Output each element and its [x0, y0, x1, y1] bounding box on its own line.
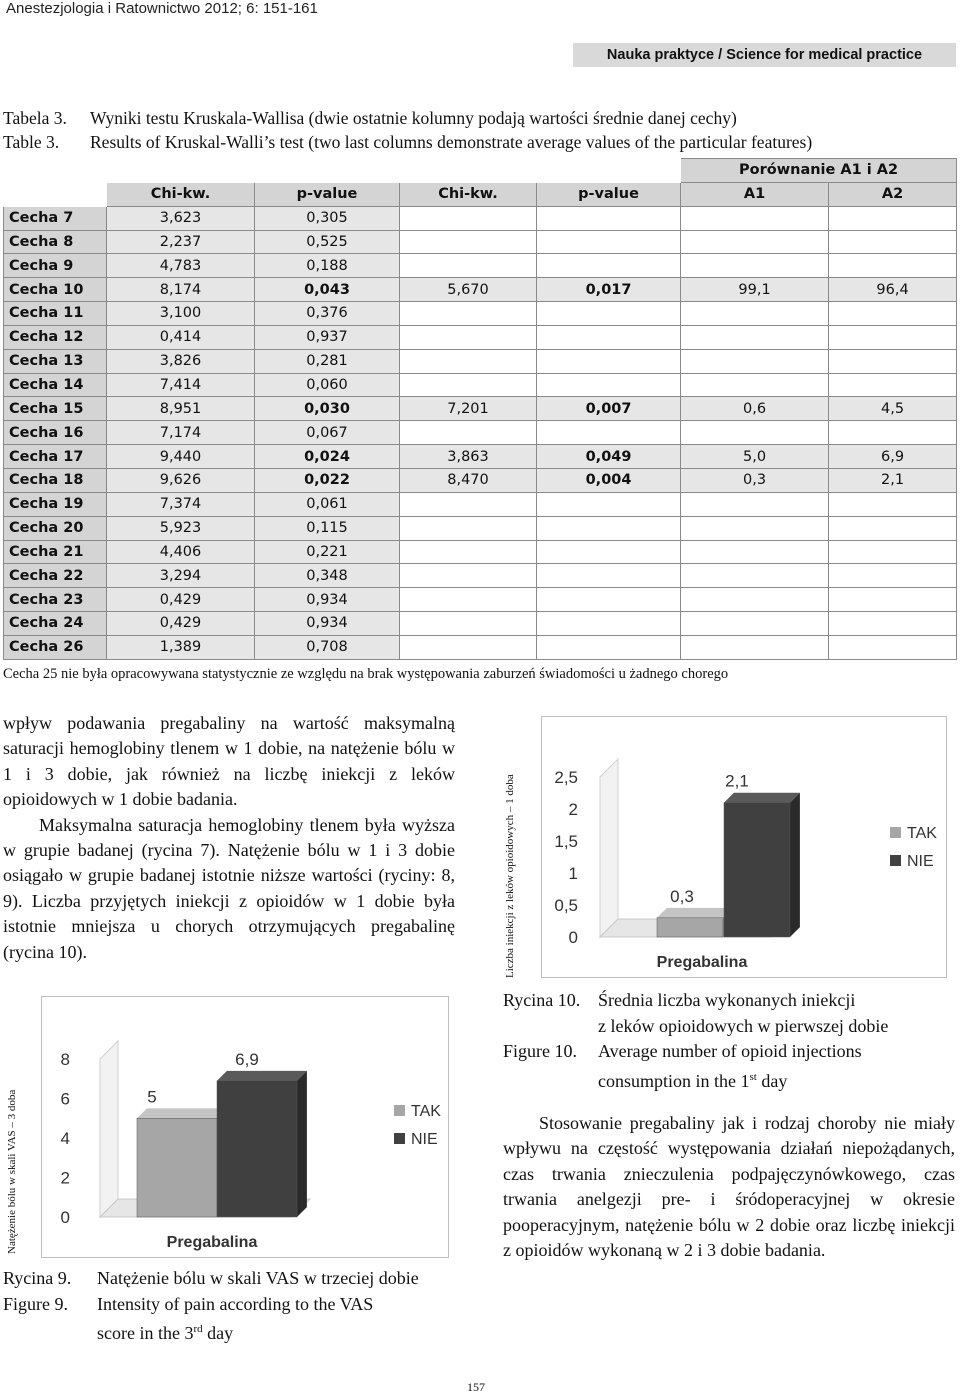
bar-top-nie — [724, 793, 800, 803]
p2-value-cell: 0,004 — [537, 468, 681, 492]
row-name-cell: Cecha 17 — [4, 445, 107, 469]
y-tick-label: 6 — [60, 1089, 70, 1109]
chi-cell: 3,294 — [107, 564, 255, 588]
y-tick-label: 4 — [60, 1129, 70, 1148]
a2-cell — [829, 540, 957, 564]
chi-cell: 5,923 — [107, 516, 255, 540]
paragraph: wpływ podawania pregabaliny na wartość maksymalną saturacji hemoglobiny tlenem w 1 dobie, na natężenie bólu w 1 i 3 dobie, jak również na liczbę iniekcji z leków opioidowych w 1 dobie badania. — [3, 713, 455, 810]
row-name-cell: Cecha 16 — [4, 421, 107, 445]
y-tick-label: 0 — [60, 1208, 70, 1227]
legend-swatch-nie — [394, 1133, 405, 1144]
row-name-cell: Cecha 9 — [4, 254, 107, 278]
chi-cell: 7,174 — [107, 421, 255, 445]
chi2-cell — [400, 421, 537, 445]
p-value-cell: 0,937 — [255, 325, 400, 349]
p2-value-cell — [537, 349, 681, 373]
a1-cell — [681, 325, 829, 349]
bar-top-tak — [137, 1108, 227, 1118]
row-name-cell: Cecha 23 — [4, 588, 107, 612]
table-row — [4, 492, 957, 516]
a2-cell — [829, 349, 957, 373]
table-caption-en — [3, 132, 953, 156]
chi-cell: 8,174 — [107, 278, 255, 302]
a2-cell: 6,9 — [829, 445, 957, 469]
p2-value-cell — [537, 302, 681, 326]
table-note: Cecha 25 nie była opracowywana statystycznie ze względu na brak występowania zaburzeń świadomości u żadnego chorego — [3, 666, 729, 682]
x-axis-label: Pregabalina — [656, 954, 748, 971]
chi-cell: 0,414 — [107, 325, 255, 349]
chart-side-wall — [600, 759, 618, 937]
legend-label-nie: NIE — [907, 853, 934, 870]
fig10-text-pl: Średnia liczba wykonanych iniekcji — [598, 990, 856, 1010]
chi2-cell — [400, 302, 537, 326]
row-name-cell: Cecha 14 — [4, 373, 107, 397]
table-row — [4, 468, 957, 492]
a2-cell — [829, 588, 957, 612]
a1-cell — [681, 516, 829, 540]
row-name-cell: Cecha 20 — [4, 516, 107, 540]
col-header: p-value — [537, 182, 681, 206]
p-value-cell: 0,022 — [255, 468, 400, 492]
table-row — [4, 302, 957, 326]
figure-10-svg — [542, 717, 946, 977]
a2-cell: 96,4 — [829, 278, 957, 302]
fig9-text-en-2b: day — [202, 1323, 234, 1343]
p2-value-cell — [537, 230, 681, 254]
figure-9-ylabel: Natężenie bólu w skali VAS – 3 doba — [6, 1089, 18, 1254]
chi-cell: 2,237 — [107, 230, 255, 254]
a2-cell — [829, 230, 957, 254]
figure-9-chart — [41, 996, 449, 1258]
a1-cell — [681, 421, 829, 445]
a1-cell — [681, 612, 829, 636]
chi2-cell — [400, 373, 537, 397]
p2-value-cell — [537, 588, 681, 612]
bar-top-tak — [657, 908, 733, 918]
p2-value-cell — [537, 492, 681, 516]
bar-side-nie — [297, 1071, 307, 1217]
p2-value-cell — [537, 516, 681, 540]
chi2-cell — [400, 325, 537, 349]
legend-label-nie: NIE — [411, 1131, 438, 1148]
y-tick-label: 2,5 — [554, 768, 578, 787]
table-caption-en-text: Results of Kruskal-Walli’s test (two last columns demonstrate average values of the particular features) — [90, 132, 813, 152]
a2-cell — [829, 254, 957, 278]
table-row — [4, 397, 957, 421]
p-value-cell: 0,221 — [255, 540, 400, 564]
p-value-cell: 0,281 — [255, 349, 400, 373]
chi2-cell: 8,470 — [400, 468, 537, 492]
table-row — [4, 612, 957, 636]
figure-9-svg — [42, 997, 448, 1257]
p-value-cell: 0,024 — [255, 445, 400, 469]
chi2-cell — [400, 635, 537, 659]
a2-cell — [829, 325, 957, 349]
row-name-cell: Cecha 24 — [4, 612, 107, 636]
a2-cell: 4,5 — [829, 397, 957, 421]
data-label-nie: 6,9 — [235, 1049, 259, 1069]
paragraph: Maksymalna saturacja hemoglobiny tlenem była wyższa w grupie badanej (rycina 7). Natężenie bólu w 1 i 3 dobie osiągało w grupie badanej istotnie niższe wartości (ryciny: 8, 9). Liczba przyjętych iniekcji z opioidów w 1 dobie była istotnie mniejsza u chorych otrzymujących pregabalinę (rycina 10). — [3, 814, 455, 962]
row-name-cell: Cecha 7 — [4, 206, 107, 230]
bar-top-nie — [217, 1071, 307, 1081]
chi-cell: 3,623 — [107, 206, 255, 230]
chi-cell: 4,783 — [107, 254, 255, 278]
table-row — [4, 230, 957, 254]
y-tick-label: 2 — [60, 1168, 70, 1188]
col-header: Chi-kw. — [400, 182, 537, 206]
table-row — [4, 588, 957, 612]
p2-value-cell: 0,049 — [537, 445, 681, 469]
bar-nie — [724, 803, 790, 937]
a2-cell — [829, 516, 957, 540]
a2-cell — [829, 206, 957, 230]
row-name-cell: Cecha 13 — [4, 349, 107, 373]
section-label: Nauka praktyce / Science for medical practice — [573, 43, 956, 67]
p-value-cell: 0,708 — [255, 635, 400, 659]
group-header-cell: Porównanie A1 i A2 — [681, 159, 957, 183]
table-row — [4, 421, 957, 445]
figure-10-chart — [541, 716, 947, 978]
p-value-cell: 0,934 — [255, 588, 400, 612]
fig10-text-pl-2: z leków opioidowych w pierwszej dobie — [598, 1015, 889, 1036]
legend-label-tak: TAK — [411, 1103, 441, 1120]
chi-cell: 9,626 — [107, 468, 255, 492]
chi2-cell: 5,670 — [400, 278, 537, 302]
p2-value-cell — [537, 254, 681, 278]
bar-tak — [137, 1118, 217, 1217]
fig10-label-en: Figure 10. — [503, 1041, 577, 1061]
row-name-cell: Cecha 22 — [4, 564, 107, 588]
fig10-sup: st — [749, 1070, 757, 1083]
p-value-cell: 0,348 — [255, 564, 400, 588]
body-text-left — [3, 711, 455, 965]
table-caption-pl — [3, 108, 953, 132]
p-value-cell: 0,061 — [255, 492, 400, 516]
page-number: 157 — [467, 1380, 485, 1394]
y-tick-label: 2 — [568, 800, 578, 819]
table-caption-pl-label: Tabela 3. — [3, 108, 67, 128]
a2-cell — [829, 612, 957, 636]
fig10-text-en-2a: consumption in the 1 — [598, 1070, 750, 1091]
figure-10-ylabel: Liczba iniekcji z leków opioidowych – 1 doba — [504, 774, 516, 978]
figure-10-caption — [503, 988, 953, 1092]
chi-cell: 0,429 — [107, 612, 255, 636]
y-tick-label: 1 — [568, 864, 578, 883]
fig9-text-en-2a: score in the 3 — [97, 1323, 194, 1343]
a1-cell: 5,0 — [681, 445, 829, 469]
table-row — [4, 278, 957, 302]
col-header: A1 — [681, 182, 829, 206]
row-name-cell: Cecha 18 — [4, 468, 107, 492]
bar-tak — [657, 918, 723, 937]
a1-cell — [681, 349, 829, 373]
p2-value-cell — [537, 421, 681, 445]
p-value-cell: 0,525 — [255, 230, 400, 254]
p-value-cell: 0,060 — [255, 373, 400, 397]
y-tick-label: 0 — [568, 928, 578, 947]
chi-cell: 4,406 — [107, 540, 255, 564]
fig10-text-en-2b: day — [756, 1070, 788, 1091]
a1-cell — [681, 373, 829, 397]
fig10-text-en-2 — [598, 1065, 787, 1095]
a2-cell — [829, 564, 957, 588]
row-name-cell: Cecha 21 — [4, 540, 107, 564]
row-name-cell: Cecha 11 — [4, 302, 107, 326]
a1-cell: 99,1 — [681, 278, 829, 302]
a1-cell — [681, 564, 829, 588]
p-value-cell: 0,188 — [255, 254, 400, 278]
chi2-cell: 7,201 — [400, 397, 537, 421]
chi-cell: 9,440 — [107, 445, 255, 469]
chi2-cell — [400, 540, 537, 564]
data-label-tak: 5 — [147, 1087, 157, 1107]
chi-cell: 7,414 — [107, 373, 255, 397]
chi-cell: 3,826 — [107, 349, 255, 373]
chi2-cell — [400, 230, 537, 254]
chi2-cell — [400, 516, 537, 540]
p2-value-cell: 0,017 — [537, 278, 681, 302]
fig9-text-en-2 — [97, 1317, 233, 1347]
row-name-cell: Cecha 19 — [4, 492, 107, 516]
table-row — [4, 325, 957, 349]
table-row — [4, 206, 957, 230]
bar-side-nie — [790, 793, 800, 937]
p2-value-cell — [537, 540, 681, 564]
figure-9-caption — [3, 1266, 463, 1346]
table-caption-pl-text: Wyniki testu Kruskala-Wallisa (dwie ostatnie kolumny podają wartości średnie danej cechy) — [90, 108, 737, 128]
col-header: A2 — [829, 182, 957, 206]
a1-cell — [681, 206, 829, 230]
row-name-cell: Cecha 12 — [4, 325, 107, 349]
chi2-cell — [400, 254, 537, 278]
chi2-cell — [400, 349, 537, 373]
chi2-cell — [400, 588, 537, 612]
table-row — [4, 635, 957, 659]
a1-cell — [681, 492, 829, 516]
a2-cell — [829, 635, 957, 659]
a2-cell — [829, 373, 957, 397]
table-row — [4, 564, 957, 588]
table-header-row — [4, 182, 957, 206]
body-text-right — [503, 1111, 955, 1263]
chi2-cell — [400, 612, 537, 636]
chi-cell: 8,951 — [107, 397, 255, 421]
p-value-cell: 0,115 — [255, 516, 400, 540]
col-header: p-value — [255, 182, 400, 206]
row-name-cell: Cecha 15 — [4, 397, 107, 421]
chi2-cell — [400, 564, 537, 588]
chart-side-wall — [100, 1041, 118, 1217]
p-value-cell: 0,067 — [255, 421, 400, 445]
row-name-cell: Cecha 26 — [4, 635, 107, 659]
fig9-label-en: Figure 9. — [3, 1293, 68, 1314]
fig9-label-pl: Rycina 9. — [3, 1268, 72, 1288]
table-row — [4, 445, 957, 469]
data-label-tak: 0,3 — [670, 886, 694, 906]
a1-cell — [681, 302, 829, 326]
a1-cell — [681, 230, 829, 254]
legend-swatch-tak — [394, 1105, 405, 1116]
table-row — [4, 516, 957, 540]
table-caption-en-label: Table 3. — [3, 132, 60, 152]
a2-cell: 2,1 — [829, 468, 957, 492]
legend-swatch-tak — [890, 827, 901, 838]
p-value-cell: 0,376 — [255, 302, 400, 326]
data-label-nie: 2,1 — [725, 771, 749, 791]
x-axis-label: Pregabalina — [166, 1234, 258, 1251]
p-value-cell: 0,305 — [255, 206, 400, 230]
p-value-cell: 0,934 — [255, 612, 400, 636]
p-value-cell: 0,043 — [255, 278, 400, 302]
chi-cell: 1,389 — [107, 635, 255, 659]
a2-cell — [829, 421, 957, 445]
fig9-sup: rd — [193, 1323, 203, 1335]
p2-value-cell — [537, 206, 681, 230]
col-header: Chi-kw. — [107, 182, 255, 206]
fig9-text-pl: Natężenie bólu w skali VAS w trzeciej dobie — [97, 1268, 419, 1288]
paragraph: Stosowanie pregabaliny jak i rodzaj choroby nie miały wpływu na częstość występowania działań niepożądanych, czas trwania znieczulenia podpajęczynówkowego, czas trwania anelgezji pre- i śródoperacyjnej w okresie pooperacyjnym, natężenie bólu w 2 dobie oraz liczbę iniekcji z opioidów wykonaną w 2 i 3 dobie badania. — [503, 1113, 955, 1261]
row-name-cell: Cecha 10 — [4, 278, 107, 302]
chi-cell: 0,429 — [107, 588, 255, 612]
table-row — [4, 540, 957, 564]
chi-cell: 3,100 — [107, 302, 255, 326]
a1-cell — [681, 540, 829, 564]
a2-cell — [829, 302, 957, 326]
row-name-cell: Cecha 8 — [4, 230, 107, 254]
table-group-header-row — [4, 159, 957, 183]
bar-nie — [217, 1081, 297, 1217]
y-tick-label: 0,5 — [554, 896, 578, 915]
table-row — [4, 373, 957, 397]
chi2-cell — [400, 492, 537, 516]
table-row — [4, 254, 957, 278]
results-table — [3, 158, 957, 660]
table-row — [4, 349, 957, 373]
fig10-label-pl: Rycina 10. — [503, 990, 581, 1010]
legend-swatch-nie — [890, 855, 901, 866]
a2-cell — [829, 492, 957, 516]
fig9-text-en: Intensity of pain according to the VAS — [97, 1293, 374, 1314]
legend-label-tak: TAK — [907, 825, 937, 842]
p2-value-cell — [537, 373, 681, 397]
p2-value-cell — [537, 635, 681, 659]
journal-title: Anestezjologia i Ratownictwo 2012; 6: 151-161 — [6, 0, 318, 17]
a1-cell — [681, 588, 829, 612]
chi2-cell: 3,863 — [400, 445, 537, 469]
y-tick-label: 1,5 — [554, 832, 578, 851]
a1-cell — [681, 635, 829, 659]
p2-value-cell — [537, 612, 681, 636]
chi2-cell — [400, 206, 537, 230]
p2-value-cell — [537, 325, 681, 349]
a1-cell: 0,3 — [681, 468, 829, 492]
fig10-text-en: Average number of opioid injections — [598, 1041, 862, 1061]
a1-cell — [681, 254, 829, 278]
p2-value-cell: 0,007 — [537, 397, 681, 421]
a1-cell: 0,6 — [681, 397, 829, 421]
chi-cell: 7,374 — [107, 492, 255, 516]
y-tick-label: 8 — [60, 1050, 70, 1069]
p2-value-cell — [537, 564, 681, 588]
p-value-cell: 0,030 — [255, 397, 400, 421]
